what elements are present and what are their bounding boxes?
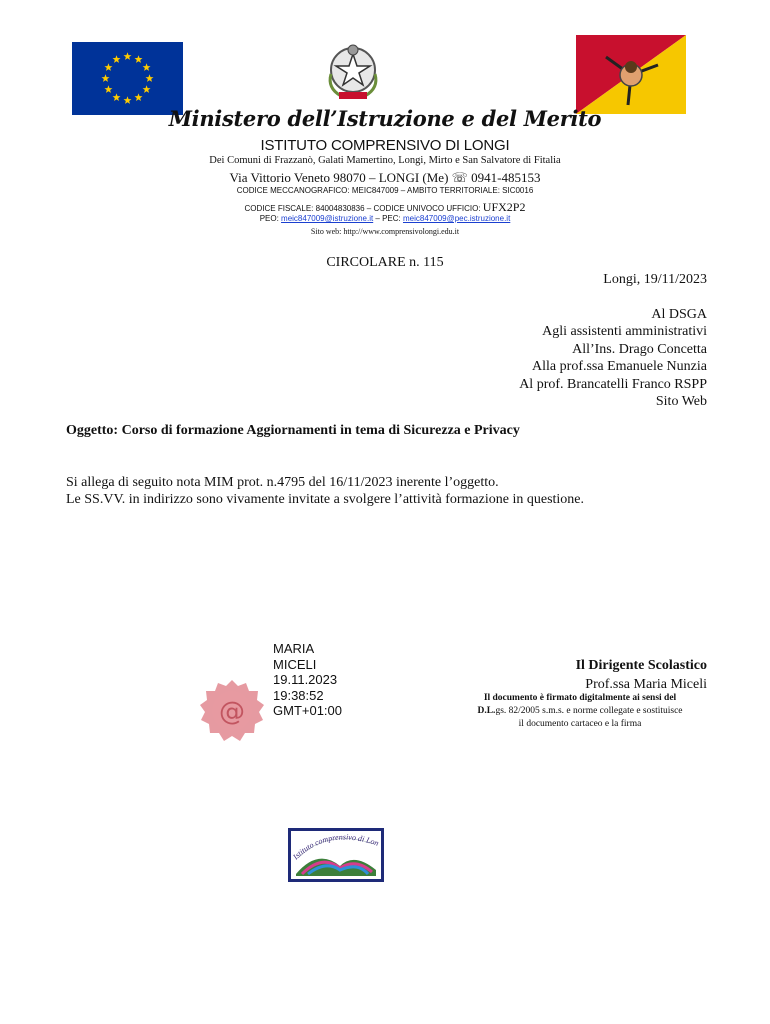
digital-signature-stamp [273, 641, 342, 719]
eu-flag-icon [72, 42, 183, 115]
stamp-line: GMT+01:00 [273, 703, 343, 719]
recipient-item: Al DSGA [651, 307, 707, 322]
body-paragraph: Le SS.VV. in indirizzo sono vivamente invitate a svolgere l’attività formazione in questione. [66, 492, 585, 508]
stamp-line: MARIA [273, 641, 315, 656]
school-name: ISTITUTO COMPRENSIVO DI LONGI [260, 137, 510, 154]
digital-signature-note [440, 692, 720, 731]
recipients-list [519, 306, 707, 410]
circular-number: CIRCOLARE n. 115 [326, 255, 444, 270]
signer-name: Prof.ssa Maria Miceli [585, 677, 707, 692]
subject-line: Oggetto: Corso di formazione Aggiornamenti in tema di Sicurezza e Privacy [66, 423, 520, 438]
sicily-flag-icon [576, 35, 686, 114]
pec-label: – PEC: [373, 214, 403, 223]
circular-date: Longi, 19/11/2023 [603, 272, 707, 287]
ministry-title: Ministero dell’Istruzione e del Merito [168, 106, 602, 131]
email-line [0, 214, 770, 223]
stamp-line: MICELI [273, 656, 317, 672]
address-line [0, 170, 770, 186]
address-text: Via Vittorio Veneto 98070 – LONGI (Me) [229, 170, 452, 185]
eu-star-icon [143, 85, 151, 93]
recipient-item: All’Ins. Drago Concetta [572, 341, 707, 357]
eu-star-icon [113, 55, 121, 63]
note-line: Il documento è firmato digitalmente ai sensi del [483, 693, 677, 703]
eu-star-icon [124, 96, 132, 104]
body-text [66, 474, 584, 509]
fiscal-code-label: CODICE FISCALE: 84004830836 – CODICE UNIVOCO UFFICIO: [244, 204, 483, 213]
note-decree-rest: gs. 82/2005 s.m.s. e norme collegate e sostituisce [495, 706, 683, 716]
fiscal-code-line [0, 200, 770, 215]
office-code: UFX2P2 [482, 200, 526, 214]
phone-icon: ☏ [451, 170, 468, 185]
signer-role: Il Dirigente Scolastico [575, 658, 707, 673]
eu-star-icon [104, 85, 112, 93]
signature-seal-icon [198, 677, 266, 745]
eu-star-icon [143, 63, 151, 71]
recipient-item: Sito Web [655, 394, 707, 410]
recipient-item: Alla prof.ssa Emanuele Nunzia [532, 359, 707, 375]
school-logo-text: Istituto comprensivo di Lon [291, 832, 380, 862]
eu-star-icon [104, 63, 112, 71]
eu-star-icon [113, 93, 121, 101]
eu-star-icon [135, 93, 143, 101]
stamp-line: 19.11.2023 [273, 672, 338, 688]
svg-text:@: @ [219, 697, 245, 727]
peo-label: PEO: [259, 214, 282, 223]
municipalities-line: Dei Comuni di Frazzanò, Galati Mamertino, Longi, Mirto e San Salvatore di Fitalia [209, 155, 561, 166]
body-paragraph: Si allega di seguito nota MIM prot. n.4795 del 16/11/2023 inerente l’oggetto. [66, 475, 499, 490]
italian-emblem-icon [321, 40, 385, 104]
recipient-item: Al prof. Brancatelli Franco RSPP [519, 376, 707, 392]
school-logo [288, 828, 384, 882]
phone-number: 0941-485153 [467, 170, 541, 185]
mechanographic-code: CODICE MECCANOGRAFICO: MEIC847009 – AMBITO TERRITORIALE: SIC0016 [236, 186, 534, 195]
eu-star-icon [124, 52, 132, 60]
note-decree: D.L. [477, 706, 496, 716]
signature-block [407, 658, 707, 693]
note-line: il documento cartaceo e la firma [518, 719, 642, 729]
recipient-item: Agli assistenti amministrativi [542, 324, 707, 340]
stamp-line: 19:38:52 [273, 687, 324, 703]
eu-star-icon [135, 55, 143, 63]
eu-star-icon [102, 74, 110, 82]
eu-star-icon [146, 74, 154, 82]
peo-email-link[interactable]: meic847009@istruzione.it [281, 214, 374, 223]
pec-email-link[interactable]: meic847009@pec.istruzione.it [403, 214, 511, 223]
note-line [440, 705, 720, 718]
website-line: Sito web: http://www.comprensivolongi.edu.it [310, 227, 460, 236]
